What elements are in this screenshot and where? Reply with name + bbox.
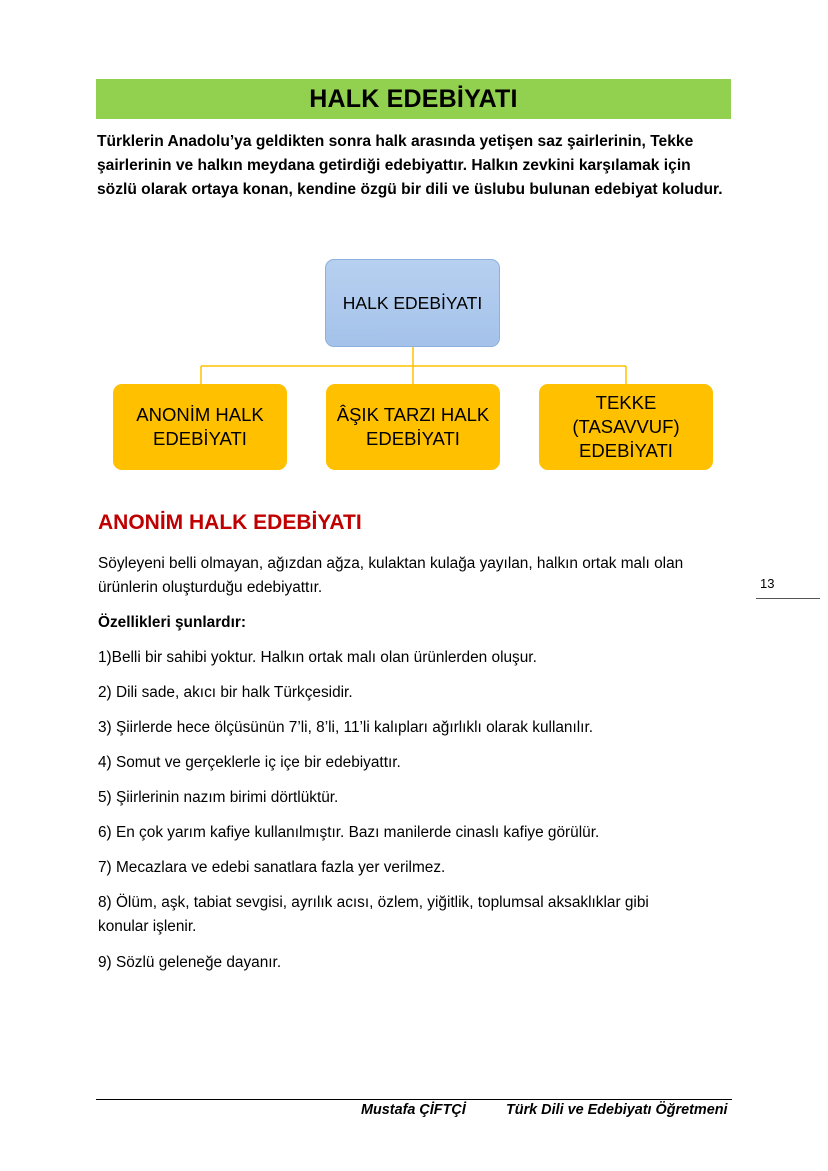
diagram-node-anonim (113, 384, 287, 470)
diagram-node-line: ÂŞIK TARZI HALK (336, 404, 490, 425)
feature-item: 8) Ölüm, aşk, tabiat sevgisi, ayrılık acısı, özlem, yiğitlik, toplumsal aksaklıklar gibi konular işlenir. (98, 894, 649, 935)
definition-paragraph: Söyleyeni belli olmayan, ağızdan ağza, kulaktan kulağa yayılan, halkın ortak malı olan ürünlerin oluşturduğu edebiyattır. (98, 555, 684, 596)
diagram-node-asik-tarzi (326, 384, 500, 470)
intro-paragraph: Türklerin Anadolu’ya geldikten sonra halk arasında yetişen saz şairlerinin, Tekke şairlerinin ve halkın meydana getirdiği edebiyattır. Halkın zevkini karşılamak için sözlü olarak ortaya konan, kendine özgü bir dili ve üslubu bulunan edebiyat koludur. (97, 133, 723, 198)
features-heading: Özellikleri şunlardır: (98, 614, 246, 631)
feature-item: 2) Dili sade, akıcı bir halk Türkçesidir. (98, 684, 353, 701)
feature-item: 3) Şiirlerde hece ölçüsünün 7’li, 8’li, 11’li kalıpları ağırlıklı olarak kullanılır. (98, 719, 594, 736)
feature-item: 1)Belli bir sahibi yoktur. Halkın ortak malı olan ürünlerden oluşur. (98, 649, 537, 666)
page-title: HALK EDEBİYATI (309, 84, 518, 113)
diagram-node-line: (TASAVVUF) (572, 416, 680, 437)
diagram-node-line: EDEBİYATI (579, 440, 673, 461)
page-number-rule (756, 598, 820, 599)
diagram-node-tekke (539, 384, 713, 470)
diagram-node-line: ANONİM HALK (136, 404, 264, 425)
page-number: 13 (760, 576, 775, 591)
section-title: ANONİM HALK EDEBİYATI (98, 511, 362, 534)
footer-role: Türk Dili ve Edebiyatı Öğretmeni (506, 1102, 728, 1118)
feature-item: 4) Somut ve gerçeklerle iç içe bir edebiyattır. (98, 754, 401, 771)
footer-rule (96, 1099, 732, 1100)
diagram-node-halk-edebiyati (325, 259, 500, 347)
feature-item: 9) Sözlü geleneğe dayanır. (98, 954, 282, 971)
feature-item: 7) Mecazlara ve edebi sanatlara fazla yer verilmez. (98, 859, 446, 876)
feature-item: 5) Şiirlerinin nazım birimi dörtlüktür. (98, 789, 339, 806)
diagram-node-line: TEKKE (595, 392, 657, 413)
diagram-node-label: HALK EDEBİYATI (342, 293, 483, 313)
feature-item: 6) En çok yarım kafiye kullanılmıştır. Bazı manilerde cinaslı kafiye görülür. (98, 824, 600, 841)
page-title-bar (96, 79, 731, 119)
diagram-node-line: EDEBİYATI (153, 428, 247, 449)
footer-author: Mustafa ÇİFTÇİ (361, 1102, 466, 1118)
diagram-node-line: EDEBİYATI (366, 428, 460, 449)
